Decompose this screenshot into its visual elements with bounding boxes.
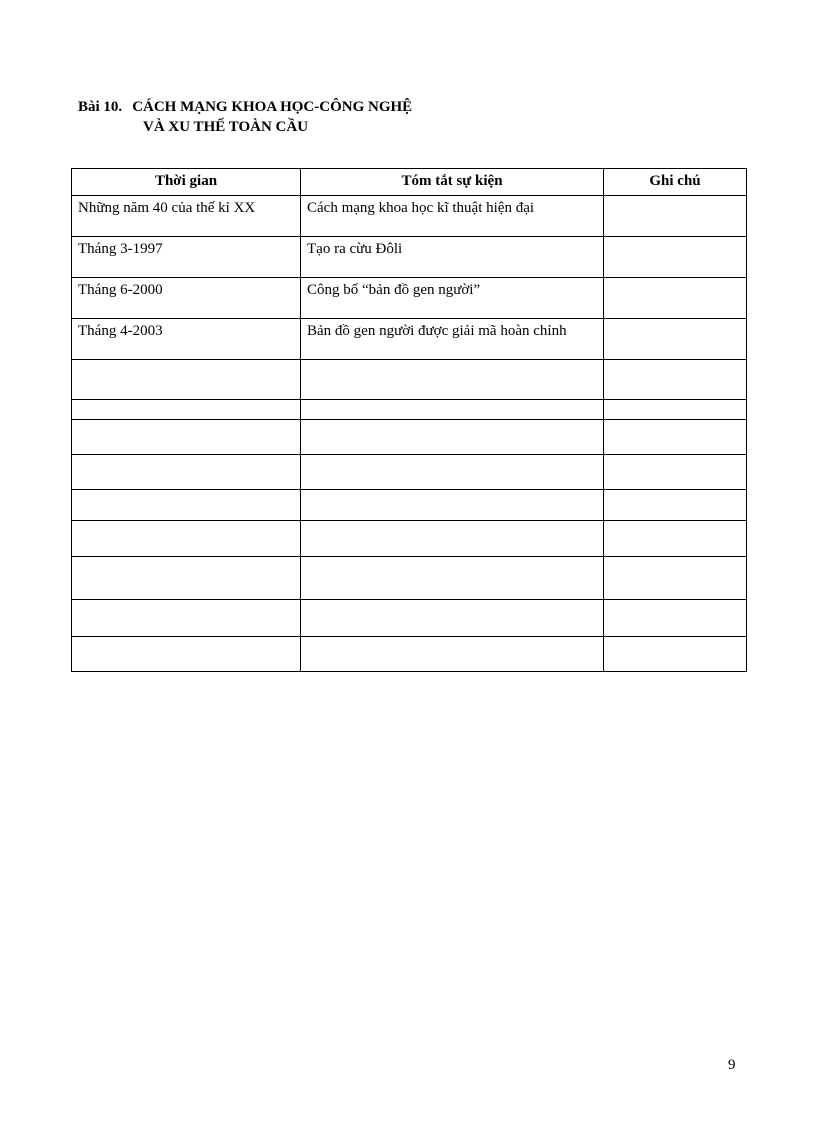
cell-time bbox=[72, 490, 301, 521]
cell-summary: Cách mạng khoa học kĩ thuật hiện đại bbox=[301, 196, 604, 237]
cell-time bbox=[72, 557, 301, 600]
cell-time: Những năm 40 của thế kỉ XX bbox=[72, 196, 301, 237]
cell-notes bbox=[604, 455, 747, 490]
cell-notes bbox=[604, 196, 747, 237]
cell-notes bbox=[604, 490, 747, 521]
table-row bbox=[72, 557, 747, 600]
table-row bbox=[72, 319, 747, 360]
cell-notes bbox=[604, 360, 747, 400]
page-number: 9 bbox=[728, 1057, 736, 1073]
header-time: Thời gian bbox=[72, 169, 301, 196]
cell-time bbox=[72, 360, 301, 400]
cell-summary bbox=[301, 400, 604, 420]
table-row bbox=[72, 600, 747, 637]
cell-time bbox=[72, 400, 301, 420]
cell-summary bbox=[301, 637, 604, 672]
table-row bbox=[72, 237, 747, 278]
cell-time bbox=[72, 420, 301, 455]
cell-summary bbox=[301, 360, 604, 400]
lesson-number: Bài 10. bbox=[78, 99, 123, 115]
lesson-title-line1: CÁCH MẠNG KHOA HỌC-CÔNG NGHỆ bbox=[132, 99, 413, 115]
cell-time: Tháng 3-1997 bbox=[72, 237, 301, 278]
cell-time bbox=[72, 455, 301, 490]
cell-notes bbox=[604, 400, 747, 420]
header-notes: Ghi chú bbox=[604, 169, 747, 196]
cell-summary bbox=[301, 420, 604, 455]
cell-notes bbox=[604, 600, 747, 637]
table-row bbox=[72, 420, 747, 455]
header-summary: Tóm tắt sự kiện bbox=[301, 169, 604, 196]
cell-summary bbox=[301, 521, 604, 557]
cell-summary bbox=[301, 490, 604, 521]
table-row bbox=[72, 278, 747, 319]
table-row bbox=[72, 521, 747, 557]
lesson-heading bbox=[78, 97, 412, 137]
events-table bbox=[71, 168, 747, 672]
cell-notes bbox=[604, 557, 747, 600]
cell-summary bbox=[301, 600, 604, 637]
cell-notes bbox=[604, 319, 747, 360]
table-row bbox=[72, 360, 747, 400]
table-row bbox=[72, 196, 747, 237]
table-row bbox=[72, 637, 747, 672]
cell-time bbox=[72, 600, 301, 637]
cell-summary bbox=[301, 455, 604, 490]
cell-summary: Công bố “bản đồ gen người” bbox=[301, 278, 604, 319]
cell-time: Tháng 4-2003 bbox=[72, 319, 301, 360]
cell-notes bbox=[604, 637, 747, 672]
table-row bbox=[72, 400, 747, 420]
lesson-title-line2: VÀ XU THẾ TOÀN CẦU bbox=[143, 119, 309, 135]
table-row bbox=[72, 490, 747, 521]
cell-time bbox=[72, 637, 301, 672]
cell-time: Tháng 6-2000 bbox=[72, 278, 301, 319]
table-header-row bbox=[72, 169, 747, 196]
cell-summary bbox=[301, 557, 604, 600]
cell-summary: Bản đồ gen người được giải mã hoàn chỉnh bbox=[301, 319, 604, 360]
cell-notes bbox=[604, 278, 747, 319]
table-row bbox=[72, 455, 747, 490]
cell-summary: Tạo ra cừu Đôli bbox=[301, 237, 604, 278]
cell-notes bbox=[604, 420, 747, 455]
cell-time bbox=[72, 521, 301, 557]
cell-notes bbox=[604, 237, 747, 278]
cell-notes bbox=[604, 521, 747, 557]
